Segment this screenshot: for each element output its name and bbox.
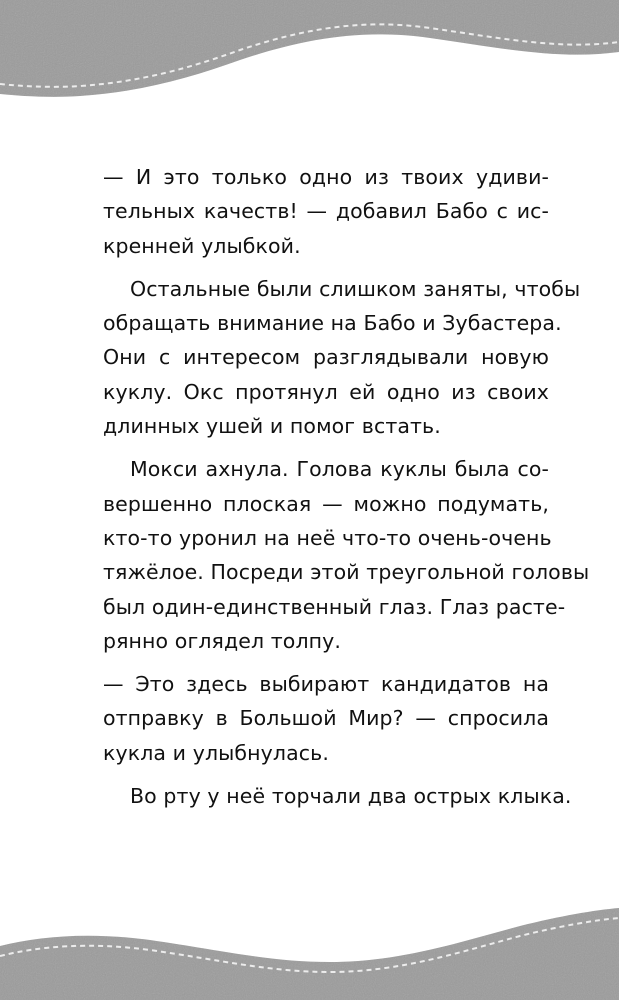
text-line: тяжёлое. Посреди этой треугольной головы bbox=[103, 560, 590, 585]
text-line: — Это здесь выбирают кандидатов на bbox=[103, 672, 549, 697]
paragraph-3 bbox=[103, 452, 590, 658]
text-line: кто-то уронил на неё что-то очень-очень bbox=[103, 525, 552, 550]
text-line: длинных ушей и помог встать. bbox=[103, 414, 441, 439]
text-line: Они с интересом разглядывали новую bbox=[103, 345, 549, 370]
text-line: кренней улыбкой. bbox=[103, 233, 301, 258]
top-wavy-border bbox=[0, 0, 619, 110]
text-line: обращать внимание на Бабо и Зубастера. bbox=[103, 311, 562, 336]
text-line: Во рту у неё торчали два острых клыка. bbox=[130, 784, 572, 809]
text-line: отправку в Большой Мир? — спросила bbox=[103, 706, 549, 731]
text-line: куклу. Окс протянул ей одно из своих bbox=[103, 379, 549, 404]
text-line: тельных качеств! — добавил Бабо с ис- bbox=[103, 199, 549, 224]
text-line: был один-единственный глаз. Глаз расте- bbox=[103, 594, 566, 619]
paragraph-5 bbox=[103, 779, 572, 813]
paragraph-4 bbox=[103, 667, 549, 770]
text-line: Остальные были слишком заняты, чтобы bbox=[130, 276, 581, 301]
text-line: — И это только одно из твоих удиви- bbox=[103, 165, 549, 189]
paragraph-2 bbox=[103, 272, 581, 443]
text-line: кукла и улыбнулась. bbox=[103, 740, 329, 765]
paragraph-1 bbox=[103, 160, 549, 263]
text-line: рянно оглядел толпу. bbox=[103, 628, 342, 653]
story-text bbox=[103, 160, 590, 822]
text-line: вершенно плоская — можно подумать, bbox=[103, 491, 549, 516]
text-line: Мокси ахнула. Голова куклы была со- bbox=[130, 457, 549, 482]
bottom-wavy-border bbox=[0, 900, 619, 1000]
